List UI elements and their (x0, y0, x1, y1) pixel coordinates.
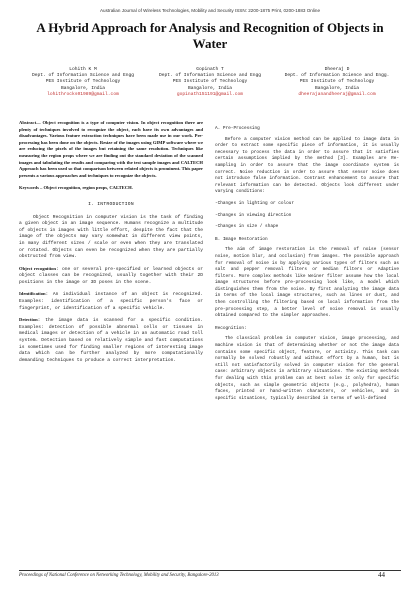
right-column (215, 120, 399, 407)
author-dept: Dept. of Information Science and Engg (32, 73, 134, 79)
author-name: Lohith K M (69, 67, 97, 72)
author-1 (20, 67, 146, 98)
footer-divider (19, 570, 401, 571)
section-heading-introduction: I. INTRODUCTION (88, 201, 134, 207)
author-email[interactable]: dheerajanandheeraj@gmail.com (298, 91, 376, 97)
paper-title: A Hybrid Approach for Analysis and Recognition of Objects in Water (36, 20, 384, 51)
author-email[interactable]: gopinath151191@gmail.com (176, 91, 244, 97)
abstract: Abstract— Object recognition is a type of computer vision. In object recognition there are plenty of techniques involved to recognize the object, each have its own advantages and disadvantages. Various feature extraction techniques have been made use in our work. Pre-processing has been done on the objects. Resize of the images using GIMP software where we are reducing the pixels of the images but retaining the same resolution. Techniques like measuring the region props where we are finding out the standard deviation of the scanned images and tabulating the results and comparing with the test sample images and CALTECH Approach has been used so that comparison between related objects is prominent. This paper presents a various approaches and techniques to recognize the objects. (19, 120, 203, 178)
author-city: Bangalore, India (314, 85, 360, 91)
subsection-heading-restoration: B. Image Restoration (215, 236, 268, 242)
author-dept: Dept. of Information Science and Engg (159, 73, 261, 79)
page-number: 44 (378, 571, 385, 579)
definition-text: : An individual instance of an object is recognized. Examples: identification of a specific person's face or fingerprint, or identification of a specific vehicle. (19, 292, 203, 311)
definition-text: : one or several pre-specified or learned objects or object classes can be recognized, usually together with their 2D positions in the image or 3D poses in the scene. (19, 266, 204, 285)
author-block (20, 67, 400, 98)
author-city: Bangalore, India (187, 85, 233, 91)
author-inst: PES Institute of Technology (299, 79, 375, 85)
author-inst: PES Institute of Technology (172, 79, 248, 85)
recognition-paragraph: The classical problem in computer vision, image processing, and machine vision is that of determining whether or not the image data contains some specific object, feature, or activity. This task can normally be solved robustly and without effort by a human, but is still not satisfactorily solved in computer vision for the general case: arbitrary objects in arbitrary situations. The existing methods for dealing with this problem can at best solve it only for specific objects, such as simple geometric objects (e.g., polyhedra), human faces, printed or hand-written characters, or vehicles, and in specific situations, typically described in terms of well-defined (215, 336, 399, 401)
preprocessing-paragraph: Before a computer vision method can be applied to image data in order to extract some specific piece of information, it is usually necessary to process the data in order to assure that it satisfies certain assumptions implied by the method [3]. Examples are Re-sampling in order to assure that the image coordinate system is correct. Noise reduction in order to assure that sensor noise does not introduce false information. Contrast enhancement to assure that relevant information can be detected. Objects look different under varying conditions: (215, 136, 399, 195)
left-column (19, 120, 203, 369)
author-2 (147, 67, 273, 98)
list-item: -Changes in viewing direction (215, 212, 292, 218)
definition-label: Identification (19, 291, 46, 297)
definition-identification (19, 291, 203, 312)
subsection-heading-preprocessing: A. Pre-Processing (215, 126, 260, 131)
author-dept: Dept. of Information Science and Engg. (284, 73, 390, 79)
author-email[interactable]: lohithrocks01989@gmail.com (47, 91, 119, 97)
intro-paragraph: Object Recognition in computer vision is the task of finding a given object in an image sequence. Humans recognize a multitude of objects in images with little effort, despite the fact that the image of the objects may vary somewhat in different view points, in many different sizes / scale or even when they are translated or rotated. Objects can even be recognized when they are partially obstructed from view. (19, 214, 203, 260)
definition-detection (19, 317, 203, 364)
list-item: -Changes in size / shape (215, 224, 279, 230)
definition-text: : the image data is scanned for a specific condition. Examples: detection of possible abnormal cells or tissues in medical images or detection of a vehicle in an automatic road toll system. Detection based on relatively simple and fast computations is sometimes used for finding smaller regions of interesting image data which can be further analyzed by more computationally demanding techniques to produce a correct interpretation. (19, 318, 203, 363)
list-item: -Changes in lighting or colour (215, 200, 295, 206)
footer-text: Proceedings of National Conference on Networking Technology, Mobility and Security, Bangalore-2013 (19, 573, 219, 578)
author-inst: PES Institute of Technology (45, 79, 121, 85)
definition-object-recognition (19, 266, 203, 287)
author-city: Bangalore, India (60, 85, 106, 91)
restoration-paragraph: The aim of image restoration is the removal of noise (sensor noise, motion blur, and occlusion) from images. The possible approach for removal of noise is by applying various types of filters such as salt and pepper removal filters or median filters or Adaptive filters. More complex methods like Weiner filter assume how the local image structures before pre-processing look like, a model which distinguishes them from the noise. By first analyzing the image data in terms of the local image structures, such as lines or dust, and then controlling the filtering based on local information from the pre-processing step, a better level of noise removal is usually obtained compared to the simpler approaches. (215, 247, 399, 319)
subsection-heading-recognition: Recognition: (215, 325, 247, 331)
journal-header: Australian Journal of Wireless Technologies, Mobility and Security ISSN: 2200-1875 Print, 0200-1883 Online (99, 8, 321, 13)
definition-label: Detection (19, 317, 38, 323)
definition-label: Object recognition (19, 265, 56, 271)
author-3 (274, 67, 400, 98)
author-name: Dheeraj D (324, 67, 350, 72)
author-name: Gopinath T (196, 67, 224, 72)
keywords: Keywords – Object recognition, region props, CALTECH. (19, 185, 133, 191)
